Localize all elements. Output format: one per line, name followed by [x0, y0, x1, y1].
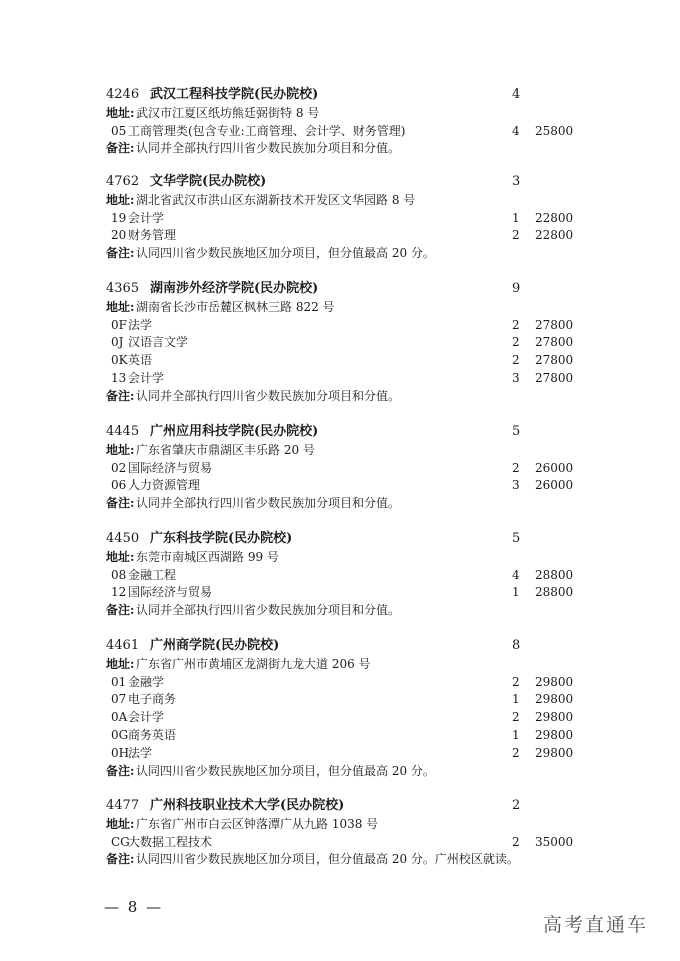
major-tuition: 29800 [535, 674, 574, 689]
major-row [0, 351, 680, 369]
school-name: 广州科技职业技术大学(民办院校) [150, 798, 345, 813]
major-tuition: 26000 [535, 478, 574, 493]
major-name: 会计学 [128, 210, 165, 225]
note-text: 认同并全部执行四川省少数民族加分项目和分值。 [136, 496, 401, 511]
major-tuition: 28800 [535, 567, 574, 582]
major-quota: 2 [512, 745, 520, 760]
major-name: 法学 [128, 317, 153, 332]
school-note [0, 850, 680, 868]
address-text: 湖北省武汉市洪山区东湖新技术开发区文华园路 8 号 [136, 192, 416, 207]
major-name: 商务英语 [128, 728, 177, 742]
major-code: 05 [111, 123, 127, 138]
major-row [0, 726, 680, 744]
school-quota: 8 [512, 638, 521, 653]
major-tuition: 25800 [535, 123, 574, 138]
school-address [0, 298, 680, 316]
school-quota: 4 [512, 87, 521, 102]
school-code: 4762 [106, 174, 140, 189]
school-quota: 9 [512, 281, 521, 296]
school-name: 武汉工程科技学院(民办院校) [150, 87, 319, 102]
school-note [0, 762, 680, 780]
major-code: 12 [111, 585, 127, 600]
school-header [0, 173, 680, 191]
major-row [0, 459, 680, 477]
major-code: 0J [111, 335, 124, 350]
school-code: 4445 [106, 424, 140, 439]
school-address [0, 441, 680, 459]
school-name: 广州商学院(民办院校) [150, 638, 280, 653]
major-tuition: 28800 [535, 585, 574, 600]
major-code: CG [111, 834, 130, 849]
note-label: 备注: [106, 603, 135, 618]
major-tuition: 27800 [535, 371, 574, 385]
major-tuition: 29800 [535, 692, 574, 707]
major-row [0, 833, 680, 851]
school-quota: 5 [512, 424, 521, 439]
school-note [0, 244, 680, 262]
note-label: 备注: [106, 141, 135, 156]
major-code: 19 [111, 210, 127, 225]
school-code: 4461 [106, 638, 140, 653]
note-label: 备注: [106, 852, 135, 867]
major-tuition: 27800 [535, 317, 574, 332]
major-code: 0A [111, 710, 128, 725]
major-row [0, 316, 680, 334]
major-code: 0G [111, 728, 129, 742]
watermark-text: 高考直通车 [543, 914, 649, 936]
major-name: 大数据工程技术 [128, 834, 213, 849]
note-label: 备注: [106, 763, 135, 778]
major-row [0, 369, 680, 387]
note-text: 认同并全部执行四川省少数民族加分项目和分值。 [136, 388, 401, 403]
major-row [0, 566, 680, 584]
note-text: 认同四川省少数民族地区加分项目，但分值最高 20 分。广州校区就读。 [136, 852, 519, 867]
major-tuition: 27800 [535, 335, 574, 350]
major-name: 人力资源管理 [128, 478, 201, 493]
major-quota: 1 [512, 692, 520, 707]
school-note [0, 139, 680, 157]
school-header [0, 530, 680, 548]
address-text: 广东省广州市白云区钟落潭广从九路 1038 号 [136, 816, 379, 831]
school-note [0, 494, 680, 512]
major-name: 工商管理类(包含专业:工商管理、会计学、财务管理) [128, 123, 406, 138]
page-number: — 8 — [104, 898, 164, 916]
note-label: 备注: [106, 246, 135, 261]
address-label: 地址: [106, 299, 135, 314]
address-label: 地址: [106, 442, 135, 457]
address-text: 东莞市南城区西湖路 99 号 [136, 549, 279, 564]
school-name: 湖南涉外经济学院(民办院校) [150, 281, 319, 296]
address-text: 武汉市江夏区纸坊熊廷弼街特 8 号 [136, 105, 320, 120]
major-row [0, 583, 680, 601]
major-quota: 1 [512, 585, 520, 600]
major-row [0, 226, 680, 244]
major-name: 会计学 [128, 371, 165, 385]
address-text: 湖南省长沙市岳麓区枫林三路 822 号 [136, 299, 335, 314]
major-tuition: 22800 [535, 210, 574, 225]
major-code: 0F [111, 317, 127, 332]
school-header [0, 637, 680, 655]
school-header [0, 797, 680, 815]
major-quota: 4 [512, 567, 520, 582]
school-note [0, 601, 680, 619]
major-tuition: 29800 [535, 728, 574, 742]
school-name: 广东科技学院(民办院校) [150, 531, 293, 546]
major-quota: 1 [512, 728, 520, 742]
school-note [0, 387, 680, 405]
school-name: 广州应用科技学院(民办院校) [150, 424, 319, 439]
major-name: 汉语言文学 [128, 335, 189, 350]
major-name: 国际经济与贸易 [128, 585, 213, 600]
major-code: 07 [111, 692, 127, 707]
school-code: 4450 [106, 531, 140, 546]
major-row [0, 708, 680, 726]
major-tuition: 29800 [535, 710, 574, 725]
address-label: 地址: [106, 549, 135, 564]
school-address [0, 655, 680, 673]
major-name: 财务管理 [128, 228, 177, 243]
note-text: 认同四川省少数民族地区加分项目，但分值最高 20 分。 [136, 763, 435, 778]
major-code: 08 [111, 567, 127, 582]
address-text: 广东省广州市黄埔区龙湖街九龙大道 206 号 [136, 656, 371, 671]
major-code: 20 [111, 228, 127, 243]
school-address [0, 548, 680, 566]
major-tuition: 22800 [535, 228, 574, 243]
note-text: 认同四川省少数民族地区加分项目，但分值最高 20 分。 [136, 246, 435, 261]
school-code: 4477 [106, 798, 140, 813]
address-label: 地址: [106, 192, 135, 207]
major-name: 会计学 [128, 710, 165, 725]
major-quota: 2 [512, 460, 520, 475]
school-quota: 5 [512, 531, 521, 546]
major-quota: 3 [512, 371, 520, 385]
major-name: 国际经济与贸易 [128, 460, 213, 475]
major-row [0, 209, 680, 227]
school-header [0, 86, 680, 104]
school-code: 4365 [106, 281, 140, 296]
major-quota: 2 [512, 710, 520, 725]
address-label: 地址: [106, 105, 135, 120]
school-name: 文华学院(民办院校) [150, 174, 267, 189]
school-header [0, 280, 680, 298]
school-quota: 3 [512, 174, 521, 189]
address-label: 地址: [106, 656, 135, 671]
major-name: 英语 [128, 353, 153, 368]
major-row [0, 476, 680, 494]
major-row [0, 673, 680, 691]
major-name: 金融工程 [128, 567, 177, 582]
school-address [0, 815, 680, 833]
major-quota: 3 [512, 478, 520, 493]
major-code: 01 [111, 674, 127, 689]
address-label: 地址: [106, 816, 135, 831]
major-row [0, 690, 680, 708]
major-quota: 2 [512, 228, 520, 243]
school-address [0, 191, 680, 209]
major-row [0, 122, 680, 140]
major-quota: 2 [512, 335, 520, 350]
address-text: 广东省肇庆市鼎湖区丰乐路 20 号 [136, 442, 315, 457]
major-row [0, 333, 680, 351]
major-code: 06 [111, 478, 127, 493]
major-tuition: 27800 [535, 353, 574, 368]
major-tuition: 35000 [535, 834, 574, 849]
school-address [0, 104, 680, 122]
major-code: 0K [111, 353, 128, 368]
school-code: 4246 [106, 87, 140, 102]
major-code: 02 [111, 460, 127, 475]
major-name: 金融学 [128, 674, 165, 689]
note-text: 认同并全部执行四川省少数民族加分项目和分值。 [136, 141, 401, 156]
major-quota: 4 [512, 123, 520, 138]
note-text: 认同并全部执行四川省少数民族加分项目和分值。 [136, 603, 401, 618]
major-name: 法学 [128, 745, 153, 760]
major-tuition: 26000 [535, 460, 574, 475]
major-name: 电子商务 [128, 692, 177, 707]
note-label: 备注: [106, 388, 135, 403]
school-quota: 2 [512, 798, 521, 813]
note-label: 备注: [106, 496, 135, 511]
major-quota: 2 [512, 353, 520, 368]
major-row [0, 744, 680, 762]
major-quota: 2 [512, 317, 520, 332]
school-header [0, 423, 680, 441]
major-quota: 2 [512, 674, 520, 689]
major-code: 0H [111, 745, 130, 760]
major-quota: 1 [512, 210, 520, 225]
major-tuition: 29800 [535, 745, 574, 760]
major-quota: 2 [512, 834, 520, 849]
major-code: 13 [111, 371, 127, 385]
